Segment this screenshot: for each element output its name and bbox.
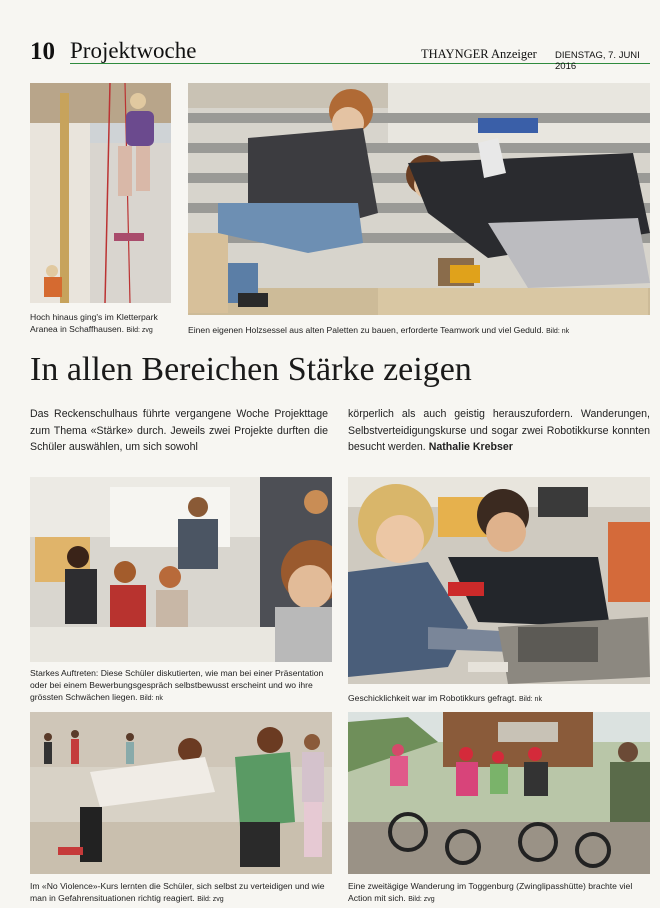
newspaper-name: THAYNGER Anzeiger [421, 47, 537, 61]
caption-selfdefense [30, 880, 336, 906]
caption-climbing [30, 311, 175, 337]
caption-discussion [30, 667, 336, 705]
caption-text: Einen eigenen Holzsessel aus alten Paletten zu bauen, erforderte Teamwork und viel Geduld. [188, 325, 544, 335]
photo-hiking [348, 712, 650, 874]
caption-hiking [348, 880, 654, 906]
issue-date: DIENSTAG, 7. JUNI 2016 [555, 50, 640, 72]
photo-credit: Bild: nk [518, 696, 542, 703]
photo-credit: Bild: zvg [197, 896, 224, 903]
photo-credit: Bild: zvg [126, 327, 153, 334]
lead-text-2: körperlich als auch geistig herauszufordern. Wanderungen, Selbstverteidigungskurse und sogar zwei Robotikkurse konnten besucht werden. [348, 408, 650, 453]
caption-text: Starkes Auftreten: Diese Schüler diskutierten, wie man bei einer Präsentation oder bei einem Bewerbungsgespräch selbstbewusst erscheint und wo ihre grössten Schwächen liegen. [30, 668, 324, 702]
caption-text: Eine zweitägige Wanderung im Toggenburg (Zwinglipasshütte) brachte viel Action mit sich. [348, 881, 633, 903]
photo-credit: Bild: nk [546, 328, 570, 335]
caption-robotics [348, 692, 654, 706]
article-headline: In allen Bereichen Stärke zeigen [30, 351, 472, 388]
lead-column-2 [348, 406, 650, 456]
caption-text: Geschicklichkeit war im Robotikkurs gefragt. [348, 693, 517, 703]
photo-woodwork [188, 83, 650, 315]
photo-credit: Bild: zvg [408, 896, 435, 903]
photo-discussion [30, 477, 332, 662]
photo-robotics [348, 477, 650, 684]
caption-text: Hoch hinaus ging's im Kletterpark Aranea in Schaffhausen. [30, 312, 158, 334]
article-author: Nathalie Krebser [428, 441, 513, 453]
lead-column-1 [30, 406, 328, 456]
photo-climbing [30, 83, 171, 303]
photo-selfdefense [30, 712, 332, 874]
photo-credit: Bild: nk [139, 695, 163, 702]
section-title: Projektwoche [70, 38, 197, 63]
caption-text: Im «No Violence»-Kurs lernten die Schüler, sich selbst zu verteidigen und wie man in Gefahrensituationen richtig reagiert. [30, 881, 325, 903]
page-number: 10 [30, 38, 55, 65]
caption-woodwork [188, 324, 658, 338]
lead-text-1: Das Reckenschulhaus führte vergangene Woche Projekttage zum Thema «Stärke» durch. Jeweils zwei Projekte durften die Schüler auswählen, um sich sowohl [30, 408, 328, 453]
